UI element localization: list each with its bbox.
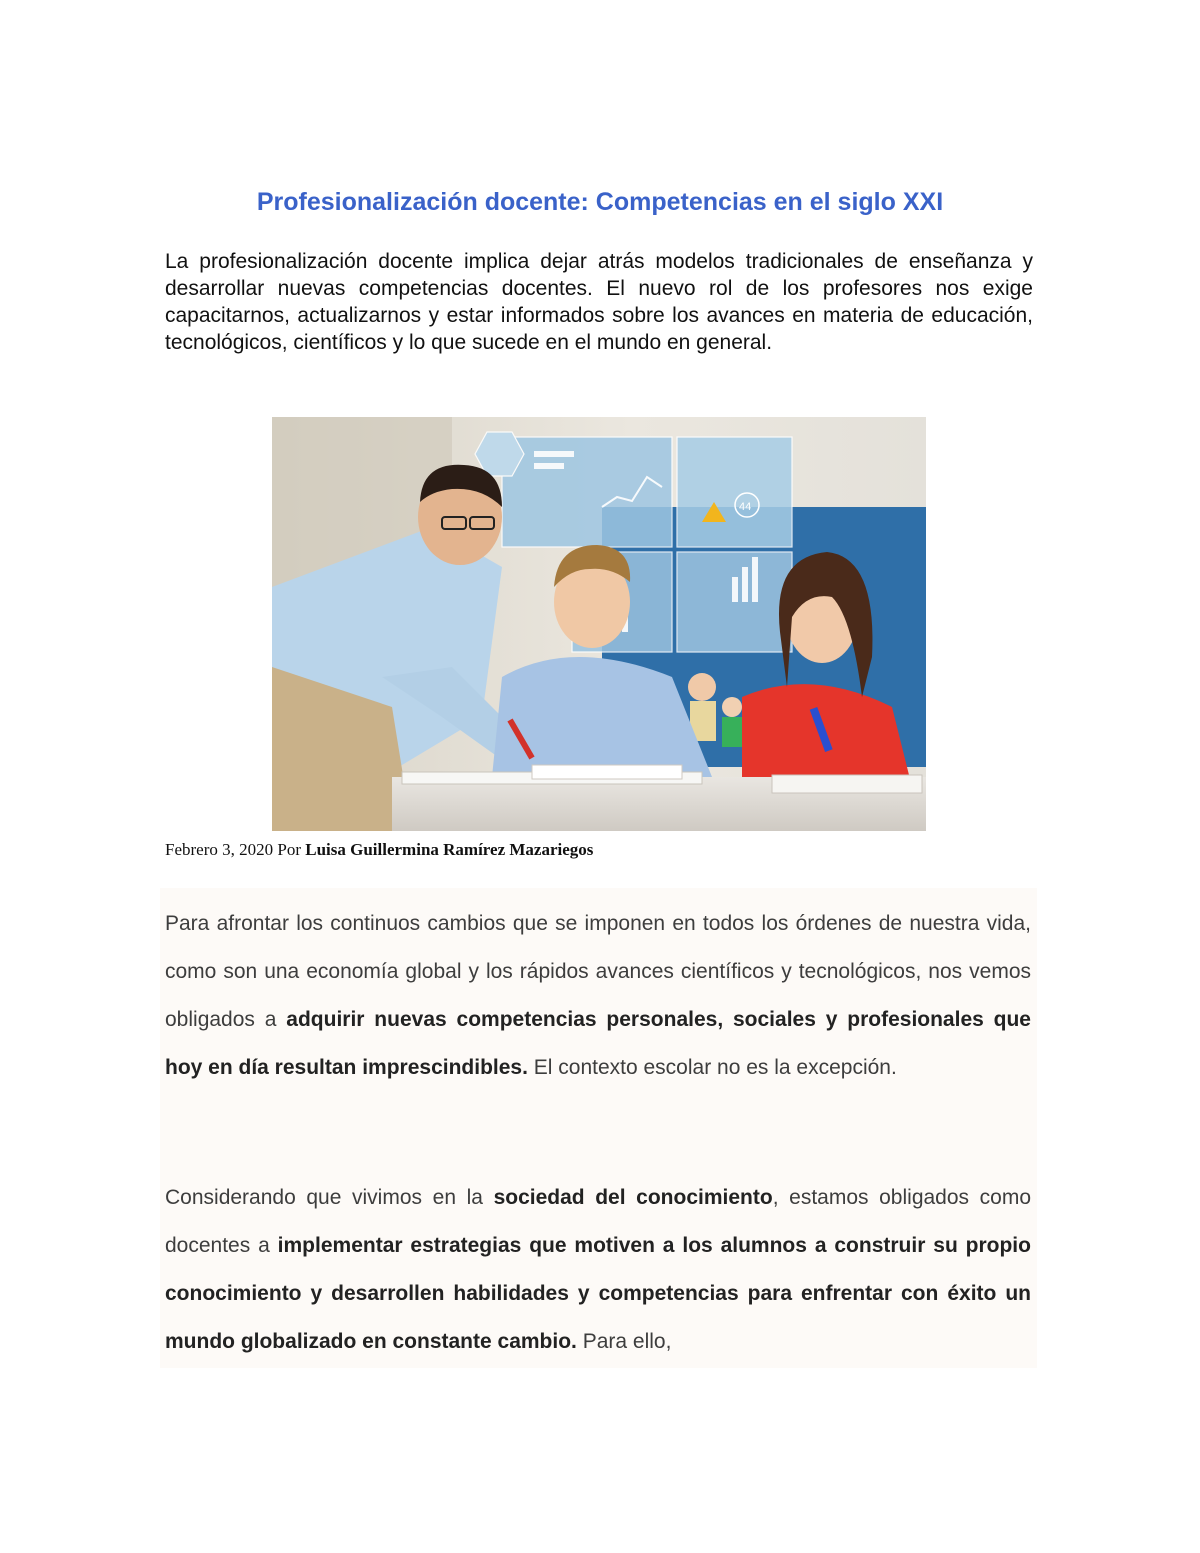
article-paragraph-1 bbox=[165, 900, 1031, 1092]
p2-bold-b: implementar estrategias que motiven a los alumnos a construir su propio conocimiento y desarrollen habilidades y competencias para enfrentar con éxito un mundo globalizado en constante cambio. bbox=[165, 1234, 1031, 1353]
classroom-illustration bbox=[272, 417, 926, 831]
p2-text-c: Para ello, bbox=[576, 1330, 672, 1353]
p2-bold-a: sociedad del conocimiento bbox=[493, 1186, 773, 1209]
article-body bbox=[160, 888, 1037, 1368]
byline-author: Luisa Guillermina Ramírez Mazariegos bbox=[305, 840, 594, 859]
photo-badge-number: 44 bbox=[739, 501, 752, 513]
byline bbox=[165, 840, 593, 860]
p1-bold-a: adquirir nuevas competencias personales, sociales y profesionales que hoy en día resultan imprescindibles. bbox=[165, 1008, 1031, 1079]
p2-text-a: Considerando que vivimos en la bbox=[165, 1186, 494, 1209]
document-title: Profesionalización docente: Competencias en el siglo XXI bbox=[256, 188, 944, 216]
article-paragraph-2 bbox=[165, 1174, 1031, 1366]
p1-text-b: El contexto escolar no es la excepción. bbox=[527, 1056, 897, 1079]
p1-text-a: Para afrontar los continuos cambios que se imponen en todos los órdenes de nuestra vida, como son una economía global y los rápidos avances científicos y tecnológicos, nos vemos obligados a bbox=[165, 912, 1031, 1031]
byline-date: Febrero 3, 2020 Por bbox=[165, 840, 306, 859]
p2-text-b: , estamos obligados como docentes a bbox=[165, 1186, 1031, 1257]
intro-paragraph: La profesionalización docente implica dejar atrás modelos tradicionales de enseñanza y desarrollar nuevas competencias docentes. El nuevo rol de los profesores nos exige capacitarnos, actualizarnos y estar informados sobre los avances en materia de educación, tecnológicos, científicos y lo que sucede en el mundo en general. bbox=[165, 250, 1033, 354]
classroom-photo bbox=[272, 417, 926, 831]
